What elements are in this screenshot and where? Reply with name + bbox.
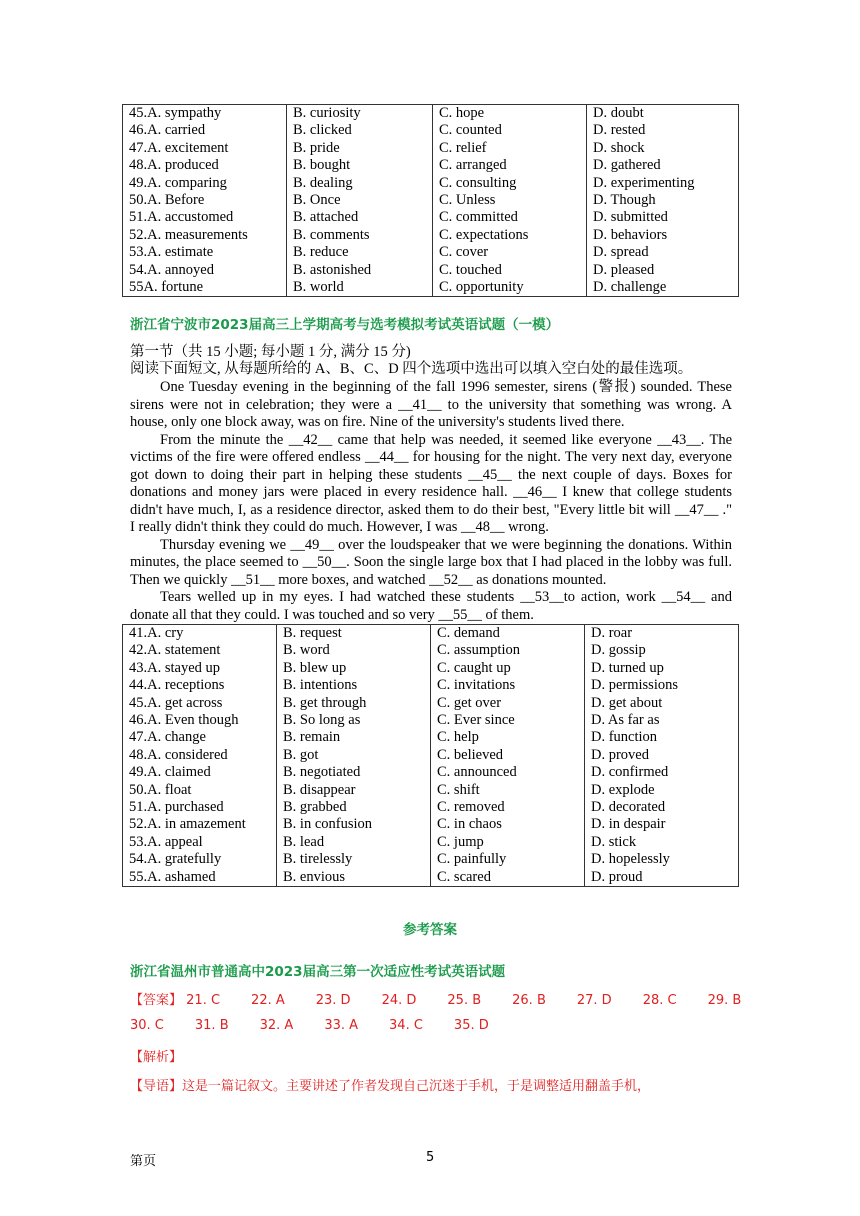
footer-label: 第页 — [130, 1154, 157, 1169]
option-cell: C. counted — [433, 122, 587, 139]
guide-label: 【导语】 — [130, 1079, 183, 1094]
option-cell: C. consulting — [433, 175, 587, 192]
option-row — [123, 695, 739, 712]
option-cell: 44.A. receptions — [123, 677, 277, 694]
answers-line-1 — [130, 989, 772, 1008]
option-row — [123, 834, 739, 851]
option-cell: 42.A. statement — [123, 642, 277, 659]
option-cell: D. explode — [585, 782, 739, 799]
answer-item: 24. D — [381, 993, 417, 1008]
guide-text: 这是一篇记叙文。主要讲述了作者发现自己沉迷于手机，于是调整适用翻盖手机， — [182, 1079, 651, 1094]
option-cell: 52.A. in amazement — [123, 816, 277, 833]
option-row — [123, 869, 739, 887]
option-cell: B. in confusion — [277, 816, 431, 833]
option-cell: C. invitations — [431, 677, 585, 694]
option-row — [123, 262, 739, 279]
option-cell: B. intentions — [277, 677, 431, 694]
option-cell: D. gossip — [585, 642, 739, 659]
option-row — [123, 747, 739, 764]
answer-heading: 参考答案 — [403, 922, 457, 938]
option-row — [123, 660, 739, 677]
answer-item: 23. D — [315, 993, 351, 1008]
option-cell: C. relief — [433, 140, 587, 157]
answer-item: 21. C — [186, 993, 221, 1008]
option-row — [123, 279, 739, 297]
option-row — [123, 799, 739, 816]
option-cell: 54.A. gratefully — [123, 851, 277, 868]
option-cell: C. caught up — [431, 660, 585, 677]
answer-item: 33. A — [324, 1018, 359, 1033]
option-cell: B. lead — [277, 834, 431, 851]
option-cell: B. astonished — [287, 262, 433, 279]
option-cell: D. roar — [585, 625, 739, 643]
option-row — [123, 642, 739, 659]
option-cell: B. comments — [287, 227, 433, 244]
option-cell: B. Once — [287, 192, 433, 209]
answer-item: 26. B — [512, 993, 546, 1008]
option-row — [123, 192, 739, 209]
answer-item: 30. C — [130, 1018, 164, 1033]
option-cell: B. remain — [277, 729, 431, 746]
option-cell: B. curiosity — [287, 105, 433, 123]
option-cell: 46.A. Even though — [123, 712, 277, 729]
option-row — [123, 782, 739, 799]
option-cell: B. envious — [277, 869, 431, 887]
option-cell: 51.A. accustomed — [123, 209, 287, 226]
option-cell: B. pride — [287, 140, 433, 157]
option-cell: D. stick — [585, 834, 739, 851]
option-cell: B. negotiated — [277, 764, 431, 781]
option-cell: B. tirelessly — [277, 851, 431, 868]
option-row — [123, 851, 739, 868]
option-cell: 53.A. estimate — [123, 244, 287, 261]
option-cell: D. behaviors — [587, 227, 739, 244]
option-cell: C. arranged — [433, 157, 587, 174]
option-cell: 48.A. produced — [123, 157, 287, 174]
option-cell: B. request — [277, 625, 431, 643]
option-cell: C. in chaos — [431, 816, 585, 833]
option-cell: B. clicked — [287, 122, 433, 139]
option-cell: C. touched — [433, 262, 587, 279]
option-cell: C. announced — [431, 764, 585, 781]
passage-paragraph: One Tuesday evening in the beginning of the fall 1996 semester, sirens (警报) sounded. These sirens were not in celebration; they were a __41__ to the university that something was wrong. A house, only one block away, was on fire. Nine of the university's students lived there. — [130, 379, 732, 430]
option-cell: C. assumption — [431, 642, 585, 659]
guide-line — [130, 1075, 650, 1094]
option-cell: 52.A. measurements — [123, 227, 287, 244]
passage-paragraph: From the minute the __42__ came that help was needed, it seemed like everyone __43__. The victims of the fire were offered endless __44__ for housing for the night. The very next day, everyone got down to doing their part in helping these students __45__ the next couple of days. Boxes for donations and money jars were placed in every residence hall. __46__ I knew that college students didn't have much, I, as a residence director, asked them to do their best, "Every little bit will __47__ ." I really didn't think they could do much. However, I was __48__ wrong. — [130, 431, 732, 535]
option-cell: C. believed — [431, 747, 585, 764]
option-cell: C. Unless — [433, 192, 587, 209]
option-cell: 49.A. claimed — [123, 764, 277, 781]
option-cell: D. As far as — [585, 712, 739, 729]
option-row — [123, 816, 739, 833]
option-cell: 45.A. get across — [123, 695, 277, 712]
option-cell: 48.A. considered — [123, 747, 277, 764]
option-cell: B. got — [277, 747, 431, 764]
option-row — [123, 209, 739, 226]
options-table-1 — [122, 104, 739, 297]
option-cell: B. So long as — [277, 712, 431, 729]
answer-item: 27. D — [576, 993, 612, 1008]
option-cell: D. pleased — [587, 262, 739, 279]
answer-item: 34. C — [389, 1018, 423, 1033]
option-cell: C. scared — [431, 869, 585, 887]
option-cell: C. help — [431, 729, 585, 746]
answer-item: 28. C — [642, 993, 677, 1008]
option-cell: D. decorated — [585, 799, 739, 816]
answer-item: 31. B — [194, 1018, 229, 1033]
option-row — [123, 244, 739, 261]
option-row — [123, 157, 739, 174]
option-cell: D. doubt — [587, 105, 739, 123]
option-row — [123, 712, 739, 729]
option-cell: 53.A. appeal — [123, 834, 277, 851]
option-cell: 50.A. float — [123, 782, 277, 799]
option-cell: 41.A. cry — [123, 625, 277, 643]
option-cell: 46.A. carried — [123, 122, 287, 139]
option-cell: D. submitted — [587, 209, 739, 226]
option-cell: D. rested — [587, 122, 739, 139]
answer-label: 【答案】 — [130, 993, 183, 1008]
instruction: 阅读下面短文, 从每题所给的 A、B、C、D 四个选项中选出可以填入空白处的最佳选项。 — [130, 361, 693, 377]
option-cell: D. hopelessly — [585, 851, 739, 868]
section-title: 浙江省宁波市2023届高三上学期高考与选考模拟考试英语试题（一模） — [130, 317, 560, 333]
answer-item: 35. D — [453, 1018, 489, 1033]
option-row — [123, 122, 739, 139]
option-cell: B. disappear — [277, 782, 431, 799]
answers-line-2 — [130, 1018, 520, 1033]
option-cell: 54.A. annoyed — [123, 262, 287, 279]
option-cell: B. get through — [277, 695, 431, 712]
answer-item: 29. B — [707, 993, 742, 1008]
option-cell: B. reduce — [287, 244, 433, 261]
option-row — [123, 175, 739, 192]
option-cell: C. opportunity — [433, 279, 587, 297]
passage — [130, 379, 732, 624]
option-cell: B. blew up — [277, 660, 431, 677]
option-row — [123, 764, 739, 781]
option-cell: 49.A. comparing — [123, 175, 287, 192]
option-cell: C. removed — [431, 799, 585, 816]
option-cell: D. function — [585, 729, 739, 746]
option-cell: C. hope — [433, 105, 587, 123]
option-cell: C. jump — [431, 834, 585, 851]
option-row — [123, 105, 739, 123]
option-row — [123, 140, 739, 157]
passage-paragraph: Thursday evening we __49__ over the loudspeaker that we were beginning the donations. Within minutes, the place seemed to __50__. Soon the single large box that I had placed in the lobby was full. Then we quickly __51__ more boxes, and watched __52__ as donations mounted. — [130, 536, 732, 588]
option-cell: D. spread — [587, 244, 739, 261]
option-cell: B. word — [277, 642, 431, 659]
option-cell: D. challenge — [587, 279, 739, 297]
option-cell: D. get about — [585, 695, 739, 712]
option-cell: 45.A. sympathy — [123, 105, 287, 123]
option-cell: B. world — [287, 279, 433, 297]
option-cell: C. committed — [433, 209, 587, 226]
option-row — [123, 625, 739, 643]
options-table-2 — [122, 624, 739, 887]
option-cell: C. cover — [433, 244, 587, 261]
option-cell: D. permissions — [585, 677, 739, 694]
option-cell: 47.A. change — [123, 729, 277, 746]
option-cell: B. attached — [287, 209, 433, 226]
answer-item: 25. B — [447, 993, 482, 1008]
option-cell: C. get over — [431, 695, 585, 712]
option-cell: D. Though — [587, 192, 739, 209]
option-cell: C. painfully — [431, 851, 585, 868]
passage-paragraph: Tears welled up in my eyes. I had watched these students __53__to action, work __54__ and donate all that they could. I was touched and so very __55__ of them. — [130, 589, 732, 623]
option-row — [123, 227, 739, 244]
answer-section-title: 浙江省温州市普通高中2023届高三第一次适应性考试英语试题 — [130, 964, 506, 980]
option-cell: D. in despair — [585, 816, 739, 833]
option-cell: D. gathered — [587, 157, 739, 174]
answer-item: 32. A — [259, 1018, 294, 1033]
option-cell: D. proved — [585, 747, 739, 764]
option-cell: 47.A. excitement — [123, 140, 287, 157]
option-cell: 55.A. ashamed — [123, 869, 277, 887]
option-cell: D. shock — [587, 140, 739, 157]
option-cell: D. proud — [585, 869, 739, 887]
option-cell: B. dealing — [287, 175, 433, 192]
section-info: 第一节（共 15 小题; 每小题 1 分, 满分 15 分) — [130, 344, 411, 360]
option-cell: D. confirmed — [585, 764, 739, 781]
option-cell: 43.A. stayed up — [123, 660, 277, 677]
option-cell: C. Ever since — [431, 712, 585, 729]
option-cell: C. demand — [431, 625, 585, 643]
option-cell: B. bought — [287, 157, 433, 174]
option-row — [123, 677, 739, 694]
option-cell: B. grabbed — [277, 799, 431, 816]
option-cell: 55A. fortune — [123, 279, 287, 297]
option-cell: C. shift — [431, 782, 585, 799]
option-row — [123, 729, 739, 746]
option-cell: D. turned up — [585, 660, 739, 677]
analysis-label: 【解析】 — [130, 1050, 183, 1065]
option-cell: 51.A. purchased — [123, 799, 277, 816]
answer-item: 22. A — [251, 993, 285, 1008]
option-cell: D. experimenting — [587, 175, 739, 192]
page-number: 5 — [426, 1150, 435, 1165]
option-cell: 50.A. Before — [123, 192, 287, 209]
option-cell: C. expectations — [433, 227, 587, 244]
